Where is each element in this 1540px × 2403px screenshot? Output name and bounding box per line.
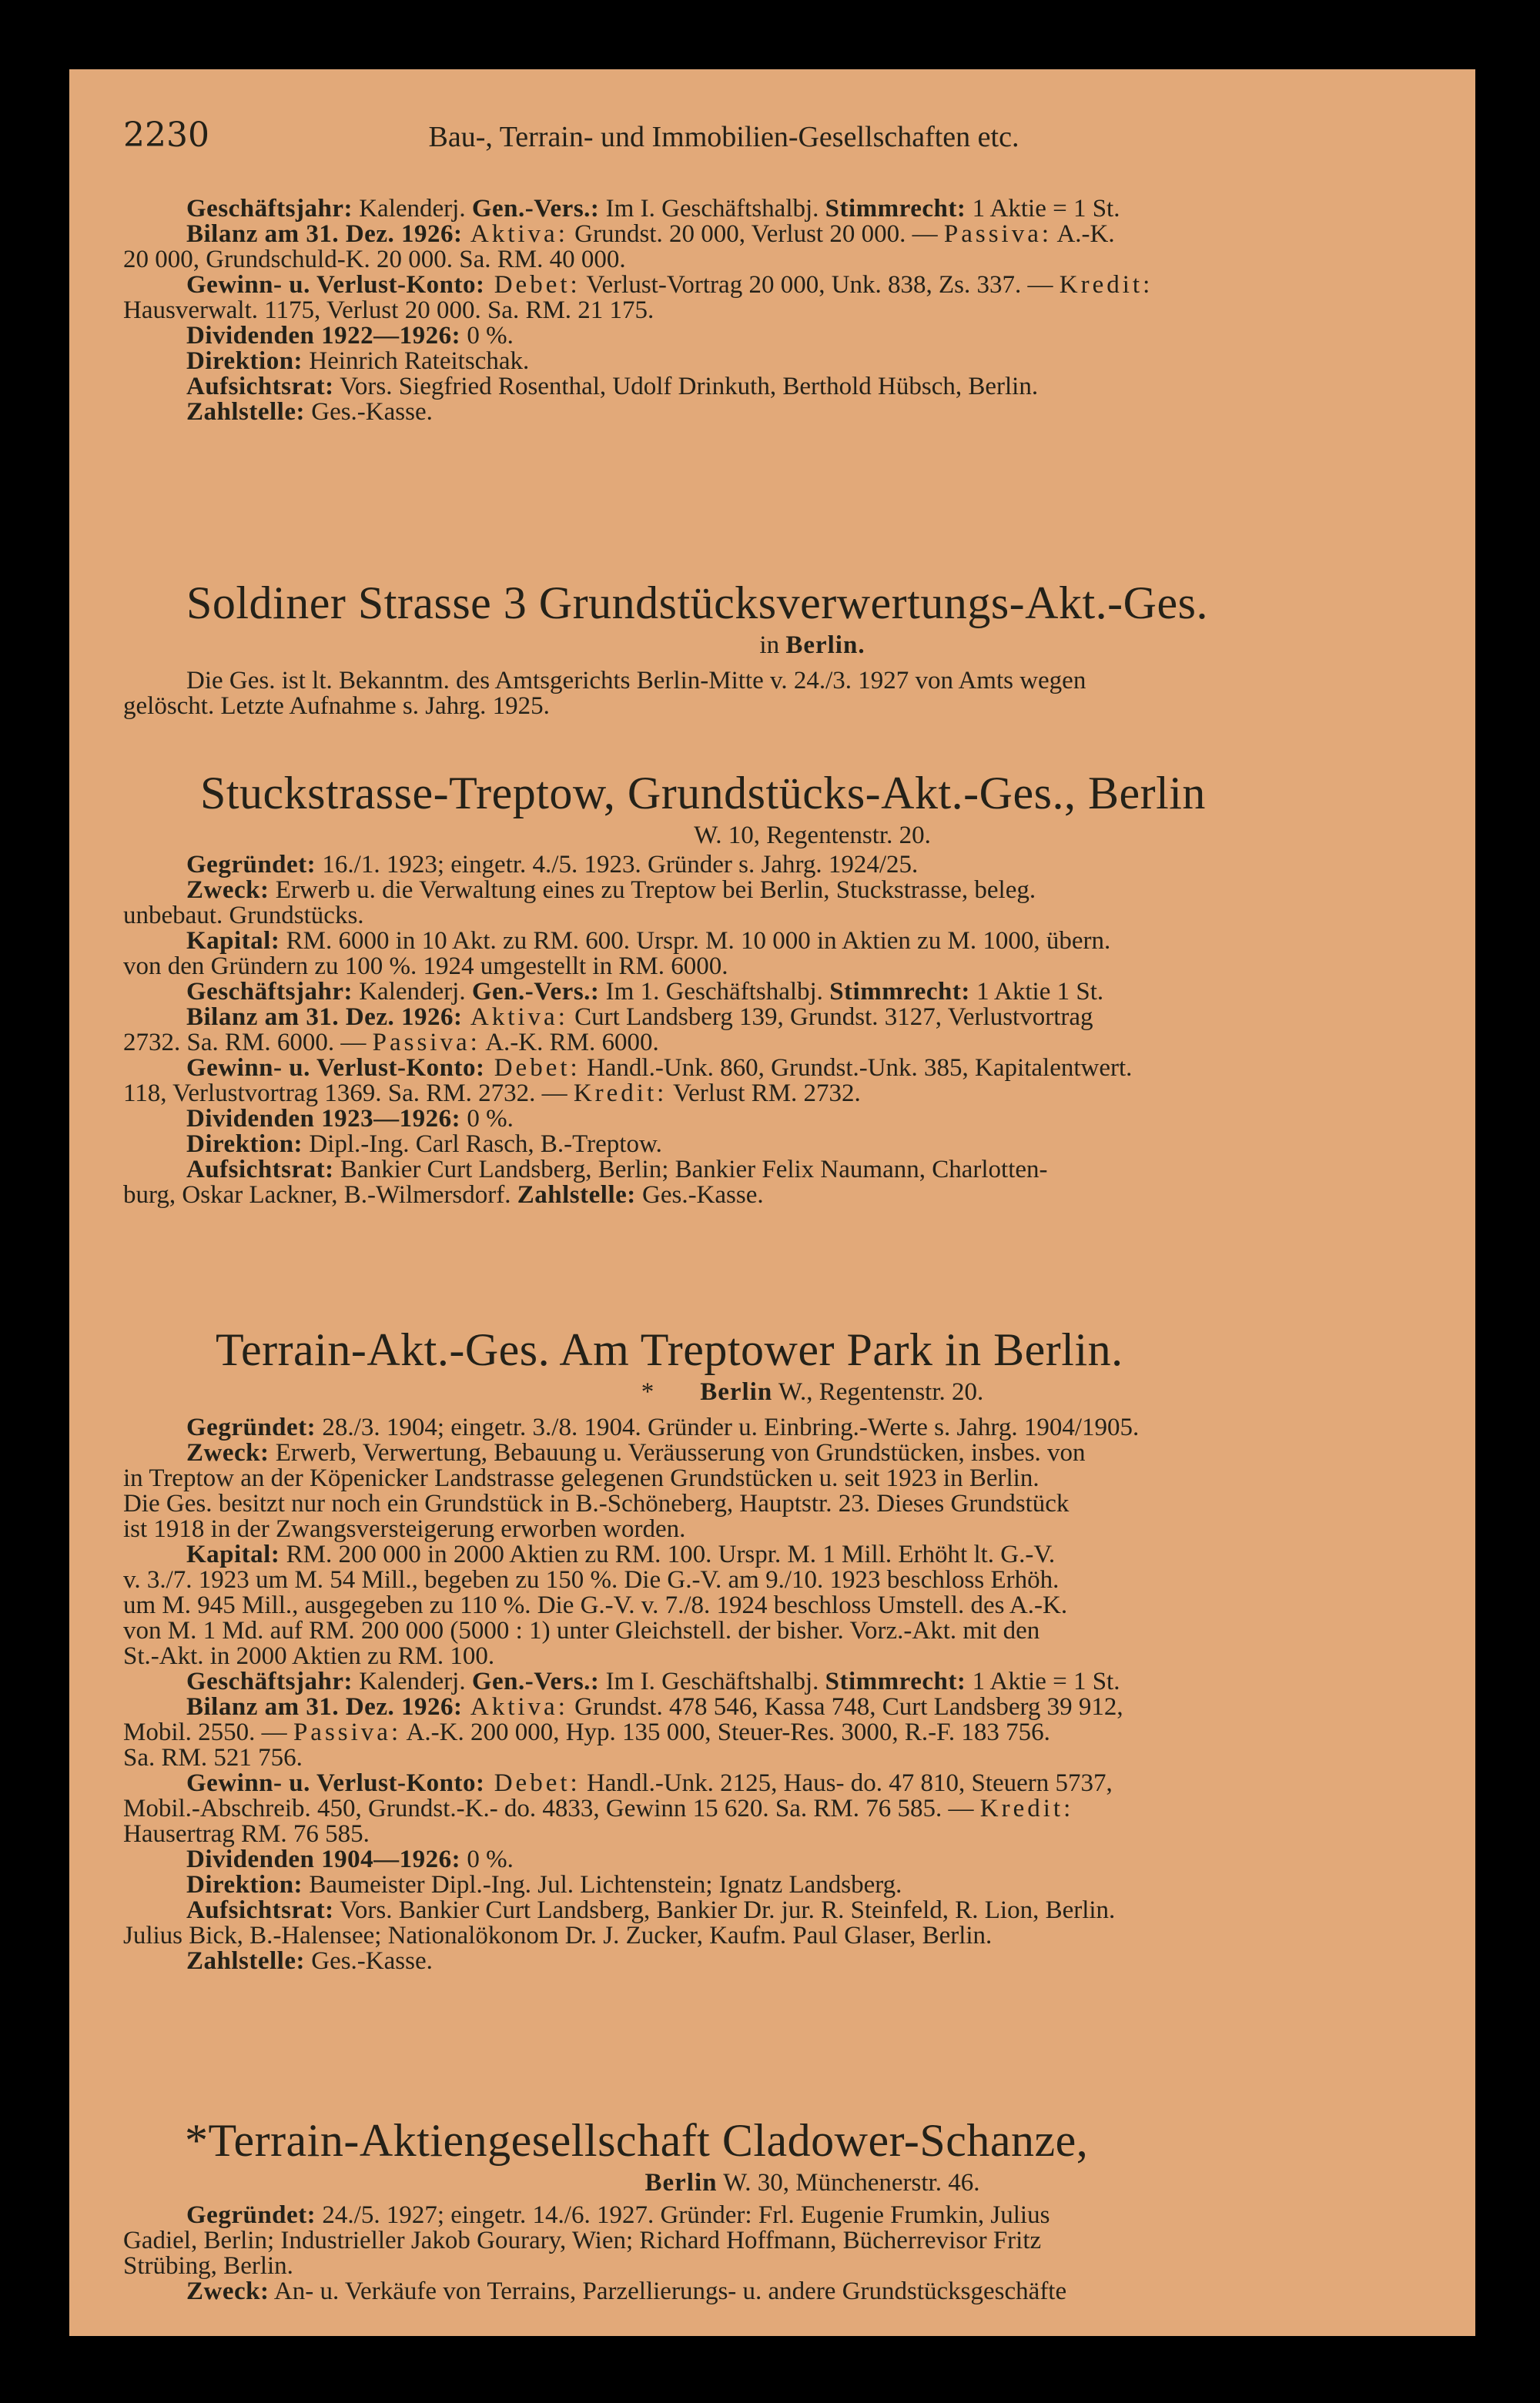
text-line: Geschäftsjahr: Kalenderj. Gen.-Vers.: Im 1. Geschäftshalbj. Stimmrecht: 1 Aktie 1 St. xyxy=(186,979,1104,1005)
text-line: Aufsichtsrat: Vors. Bankier Curt Landsberg, Bankier Dr. jur. R. Steinfeld, R. Lion, Berlin. xyxy=(186,1898,1116,1923)
text-line: Kapital: RM. 200 000 in 2000 Aktien zu RM. 100. Urspr. M. 1 Mill. Erhöht lt. G.-V. xyxy=(186,1542,1056,1568)
text-line: Bilanz am 31. Dez. 1926: Aktiva: Curt Landsberg 139, Grundst. 3127, Verlustvortrag xyxy=(186,1005,1093,1030)
text-line: Zweck: An- u. Verkäufe von Terrains, Parzellierungs- u. andere Grundstücksgeschäfte xyxy=(186,2279,1067,2304)
text-line: Geschäftsjahr: Kalenderj. Gen.-Vers.: Im I. Geschäftshalbj. Stimmrecht: 1 Aktie = 1 St. xyxy=(186,1669,1120,1695)
company-title: *Terrain-Aktiengesellschaft Cladower-Schanze, xyxy=(185,2115,1089,2166)
book-page xyxy=(69,69,1475,2336)
company-title: Terrain-Akt.-Ges. Am Treptower Park in Berlin. xyxy=(216,1324,1123,1375)
text-line: Aufsichtsrat: Bankier Curt Landsberg, Berlin; Bankier Felix Naumann, Charlotten- xyxy=(186,1157,1048,1183)
text-line: Sa. RM. 521 756. xyxy=(123,1745,303,1771)
text-line: Gegründet: 16./1. 1923; eingetr. 4./5. 1923. Gründer s. Jahrg. 1924/25. xyxy=(186,852,919,878)
text-line: 2732. Sa. RM. 6000. — Passiva: A.-K. RM. 6000. xyxy=(123,1030,659,1056)
text-line: Direktion: Heinrich Rateitschak. xyxy=(186,349,530,374)
text-line: Bilanz am 31. Dez. 1926: Aktiva: Grundst. 20 000, Verlust 20 000. — Passiva: A.-K. xyxy=(186,222,1115,247)
company-entry xyxy=(123,766,1475,1208)
text-line: Zahlstelle: Ges.-Kasse. xyxy=(186,400,433,425)
text-line: St.-Akt. in 2000 Aktien zu RM. 100. xyxy=(123,1644,495,1669)
text-line: Zahlstelle: Ges.-Kasse. xyxy=(186,1949,433,1974)
text-line: unbebaut. Grundstücks. xyxy=(123,903,364,929)
text-line: Gegründet: 24./5. 1927; eingetr. 14./6. 1927. Gründer: Frl. Eugenie Frumkin, Julius xyxy=(186,2203,1050,2228)
text-line: Direktion: Dipl.-Ing. Carl Rasch, B.-Treptow. xyxy=(186,1132,662,1157)
text-line: Zweck: Erwerb u. die Verwaltung eines zu Treptow bei Berlin, Stuckstrasse, beleg. xyxy=(186,878,1036,903)
company-title: Stuckstrasse-Treptow, Grundstücks-Akt.-Ges., Berlin xyxy=(200,768,1206,818)
text-line: in Treptow an der Köpenicker Landstrasse gelegenen Grundstücken u. seit 1923 in Berlin. xyxy=(123,1466,1040,1491)
text-line: Gadiel, Berlin; Industrieller Jakob Gourary, Wien; Richard Hoffmann, Bücherrevisor Fritz xyxy=(123,2228,1042,2254)
text-line: gelöscht. Letzte Aufnahme s. Jahrg. 1925. xyxy=(123,694,550,719)
text-line: um M. 945 Mill., ausgegeben zu 110 %. Die G.-V. v. 7./8. 1924 beschloss Umstell. des A.-K. xyxy=(123,1593,1068,1618)
text-line: Gewinn- u. Verlust-Konto: Debet: Handl.-Unk. 2125, Haus- do. 47 810, Steuern 5737, xyxy=(186,1771,1113,1796)
text-line: Bilanz am 31. Dez. 1926: Aktiva: Grundst. 478 546, Kassa 748, Curt Landsberg 39 912, xyxy=(186,1695,1123,1720)
text-line: v. 3./7. 1923 um M. 54 Mill., begeben zu 150 %. Die G.-V. am 9./10. 1923 beschloss Erhöh. xyxy=(123,1568,1060,1593)
text-line: 118, Verlustvortrag 1369. Sa. RM. 2732. — Kredit: Verlust RM. 2732. xyxy=(123,1081,861,1106)
text-line: Mobil. 2550. — Passiva: A.-K. 200 000, Hyp. 135 000, Steuer-Res. 3000, R.-F. 183 756. xyxy=(123,1720,1050,1745)
entry-continued xyxy=(123,196,1475,425)
company-location: W. 10, Regentenstr. 20. xyxy=(694,822,931,849)
text-line: Dividenden 1923—1926: 0 %. xyxy=(186,1106,514,1132)
text-line: von den Gründern zu 100 %. 1924 umgestellt in RM. 6000. xyxy=(123,954,728,979)
text-line: Die Ges. besitzt nur noch ein Grundstück in B.-Schöneberg, Hauptstr. 23. Dieses Grundstück xyxy=(123,1491,1070,1517)
text-line: Gewinn- u. Verlust-Konto: Debet: Verlust-Vortrag 20 000, Unk. 838, Zs. 337. — Kredit: xyxy=(186,273,1153,298)
company-entry xyxy=(123,2114,1475,2304)
text-line: Dividenden 1904—1926: 0 %. xyxy=(186,1847,514,1873)
company-location: in Berlin. xyxy=(759,631,865,659)
text-line: Aufsichtsrat: Vors. Siegfried Rosenthal, Udolf Drinkuth, Berthold Hübsch, Berlin. xyxy=(186,374,1039,400)
company-title: Soldiner Strasse 3 Grundstücksverwertungs-Akt.-Ges. xyxy=(186,577,1208,628)
company-entry xyxy=(123,1323,1475,1974)
text-line: ist 1918 in der Zwangsversteigerung erworben worden. xyxy=(123,1517,686,1542)
text-line: 20 000, Grundschuld-K. 20 000. Sa. RM. 40 000. xyxy=(123,247,626,273)
text-line: Mobil.-Abschreib. 450, Grundst.-K.- do. 4833, Gewinn 15 620. Sa. RM. 76 585. — Kredit: xyxy=(123,1796,1074,1822)
text-line: von M. 1 Md. auf RM. 200 000 (5000 : 1) unter Gleichstell. der bisher. Vorz.-Akt. mit den xyxy=(123,1618,1040,1644)
text-line: Gegründet: 28./3. 1904; eingetr. 3./8. 1904. Gründer u. Einbring.-Werte s. Jahrg. 1904/1905. xyxy=(186,1415,1140,1441)
text-line: Hausertrag RM. 76 585. xyxy=(123,1822,370,1847)
text-line: Direktion: Baumeister Dipl.-Ing. Jul. Lichtenstein; Ignatz Landsberg. xyxy=(186,1873,902,1898)
text-line: Geschäftsjahr: Kalenderj. Gen.-Vers.: Im I. Geschäftshalbj. Stimmrecht: 1 Aktie = 1 St. xyxy=(186,196,1120,222)
running-title: Bau-, Terrain- und Immobilien-Gesellschaften etc. xyxy=(428,121,1019,153)
text-line: Strübing, Berlin. xyxy=(123,2254,293,2279)
running-head xyxy=(123,115,1475,162)
text-line: Hausverwalt. 1175, Verlust 20 000. Sa. RM. 21 175. xyxy=(123,298,654,323)
company-location: * Berlin W., Regentenstr. 20. xyxy=(641,1378,984,1406)
page-number: 2230 xyxy=(123,115,209,155)
text-line: Kapital: RM. 6000 in 10 Akt. zu RM. 600. Urspr. M. 10 000 in Aktien zu M. 1000, übern. xyxy=(186,929,1111,954)
text-line: Julius Bick, B.-Halensee; Nationalökonom Dr. J. Zucker, Kaufm. Paul Glaser, Berlin. xyxy=(123,1923,993,1949)
text-line: burg, Oskar Lackner, B.-Wilmersdorf. Zahlstelle: Ges.-Kasse. xyxy=(123,1183,764,1208)
text-line: Die Ges. ist lt. Bekanntm. des Amtsgerichts Berlin-Mitte v. 24./3. 1927 von Amts wegen xyxy=(186,668,1086,694)
text-line: Dividenden 1922—1926: 0 %. xyxy=(186,323,514,349)
company-entry xyxy=(123,576,1475,719)
text-line: Zweck: Erwerb, Verwertung, Bebauung u. Veräusserung von Grundstücken, insbes. von xyxy=(186,1441,1086,1466)
text-line: Gewinn- u. Verlust-Konto: Debet: Handl.-Unk. 860, Grundst.-Unk. 385, Kapitalentwert. xyxy=(186,1056,1133,1081)
company-location: Berlin W. 30, Münchenerstr. 46. xyxy=(644,2169,980,2197)
